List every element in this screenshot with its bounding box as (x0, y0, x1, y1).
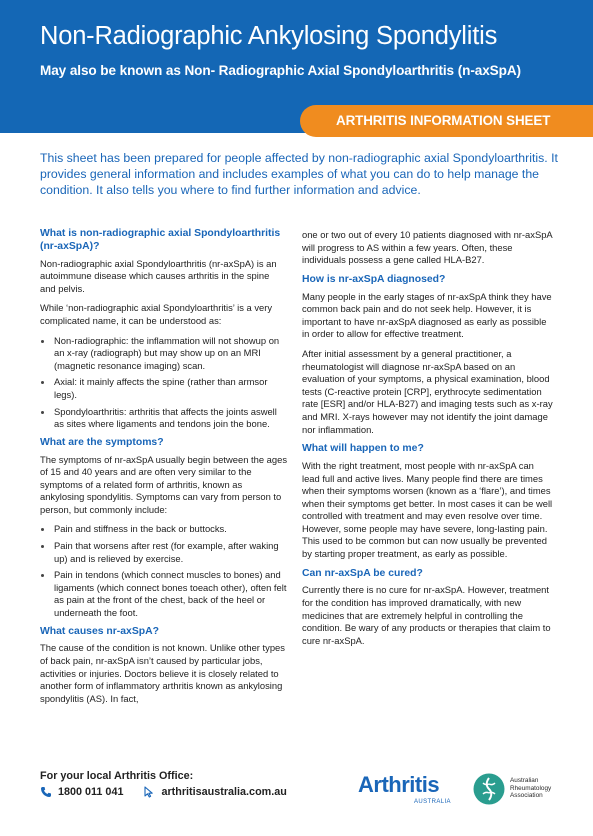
paragraph: After initial assessment by a general practitioner, a rheumatologist will diagnose nr-axSpA based on an evaluation of your symptoms, a physical examination, blood tests (C-reactive protein [CRP], erythrocyte sedimentation rate [ESR] and/or HLA-B27) and imaging tests such as x-ray and MRI. X-rays however may not identify the joint damage nor inflammation. (302, 347, 553, 435)
arthritis-australia-logo (358, 772, 458, 812)
list-item: Non-radiographic: the inflammation will not showup on an x-ray (radiograph) but may show up on an MRI (magnetic resonance imaging) scan. (40, 335, 287, 373)
footer-title: For your local Arthritis Office: (40, 770, 194, 782)
list-item: Pain in tendons (which connect muscles to bones) and ligaments (which connect bones toeach other), often felt as pain at the front of the chest, back of the heel or underneath the foot. (40, 569, 287, 619)
info-sheet-tab: ARTHRITIS INFORMATION SHEET (300, 105, 593, 137)
list-item: Axial: it mainly affects the spine (rather than armsor legs). (40, 376, 287, 401)
arthritis-logo-subtext: AUSTRALIA (414, 799, 451, 805)
paragraph: Many people in the early stages of nr-axSpA think they have common back pain and do not seek help. However, it is important to have nr-axSpA diagnosed as early as possible in order to allow for effective treatment. (302, 290, 552, 340)
left-column (40, 228, 287, 712)
paragraph: one or two out of every 10 patients diagnosed with nr-axSpA will progress to AS within a few years. Often, these individuals possess a gene called HLA-B27. (302, 229, 553, 266)
list-item: Pain and stiffness in the back or buttocks. (40, 523, 287, 536)
page-subtitle: May also be known as Non- Radiographic Axial Spondyloarthritis (n-axSpA) (40, 63, 521, 78)
section-heading-cured: Can nr-axSpA be cured? (302, 567, 423, 579)
ara-logo (472, 772, 582, 812)
section-heading-diagnosed: How is nr-axSpA diagnosed? (302, 273, 446, 285)
list-item: Pain that worsens after rest (for example, after waking up) and is relieved by exercise. (40, 540, 287, 565)
ara-line-1: Australian (510, 777, 539, 784)
ara-line-3: Association (510, 792, 543, 800)
mouse-pointer-icon (143, 786, 155, 798)
intro-text: This sheet has been prepared for people affected by non-radiographic axial Spondyloarthritis. It provides general information and includes examples of what you can do to help manage the condition. It also tells you where to find further information and advice. (40, 151, 558, 197)
paragraph: Currently there is no cure for nr-axSpA. However, treatment for the condition has improved dramatically, with new medicines that are extremely helpful in controlling the condition. Be wary of any products or therapies that claim to cure nr-axSpA. (302, 584, 551, 646)
section-heading-symptoms: What are the symptoms? (40, 436, 164, 448)
bullet-list (40, 523, 287, 619)
list-item: Spondyloarthritis: arthritis that affects the joints aswell as sites where ligaments and tendons join the bone. (40, 406, 287, 431)
section-heading-happen: What will happen to me? (302, 443, 424, 455)
arthritis-logo-wordmark: Arthritis (358, 772, 440, 797)
right-column (302, 229, 554, 654)
ara-emblem-icon (472, 772, 506, 806)
footer-contact-row (40, 786, 287, 798)
paragraph: While ‘non-radiographic axial Spondyloarthritis’ is a very complicated name, it can be understood as: (40, 302, 273, 326)
website-link[interactable]: arthritisaustralia.com.au (161, 786, 287, 798)
bullet-list (40, 335, 287, 431)
phone-icon (40, 786, 52, 798)
page-title: Non-Radiographic Ankylosing Spondylitis (40, 22, 498, 50)
paragraph: The cause of the condition is not known. Unlike other types of back pain, nr-axSpA isn’t caused by particular jobs, activities or injuries. Doctors believe it is closely related to another form of inflammatory arthritis known as ankylosing spondylitis (AS). In fact, (40, 642, 285, 704)
paragraph: With the right treatment, most people with nr-axSpA can lead full and active lives. Many people find there are times when their symptoms worsen (known as a ‘flare’), and times when their symptoms get better. In most cases it can be well controlled with treatment and may even resolve over time. However, some people may have severe, long-lasting pain. This used to be common but can now usually be prevented by starting proper treatment, as early as possible. (302, 459, 553, 560)
ara-logo-text (510, 777, 551, 800)
section-heading-what-is: What is non-radiographic axial Spondyloarthritis (nr-axSpA)? (40, 228, 281, 252)
section-heading-causes: What causes nr-axSpA? (40, 625, 159, 637)
paragraph: The symptoms of nr-axSpA usually begin between the ages of 15 and 40 years and are often very similar to the symptoms of a related form of arthritis, known as ankylosing spondylitis. Symptoms can vary from person to person, but commonly include: (40, 453, 288, 515)
paragraph: Non-radiographic axial Spondyloarthritis (nr-axSpA) is an autoimmune disease which causes arthritis in the spine and pelvis. (40, 257, 277, 294)
phone-number[interactable]: 1800 011 041 (58, 786, 124, 798)
ara-line-2: Rheumatology (510, 784, 552, 792)
